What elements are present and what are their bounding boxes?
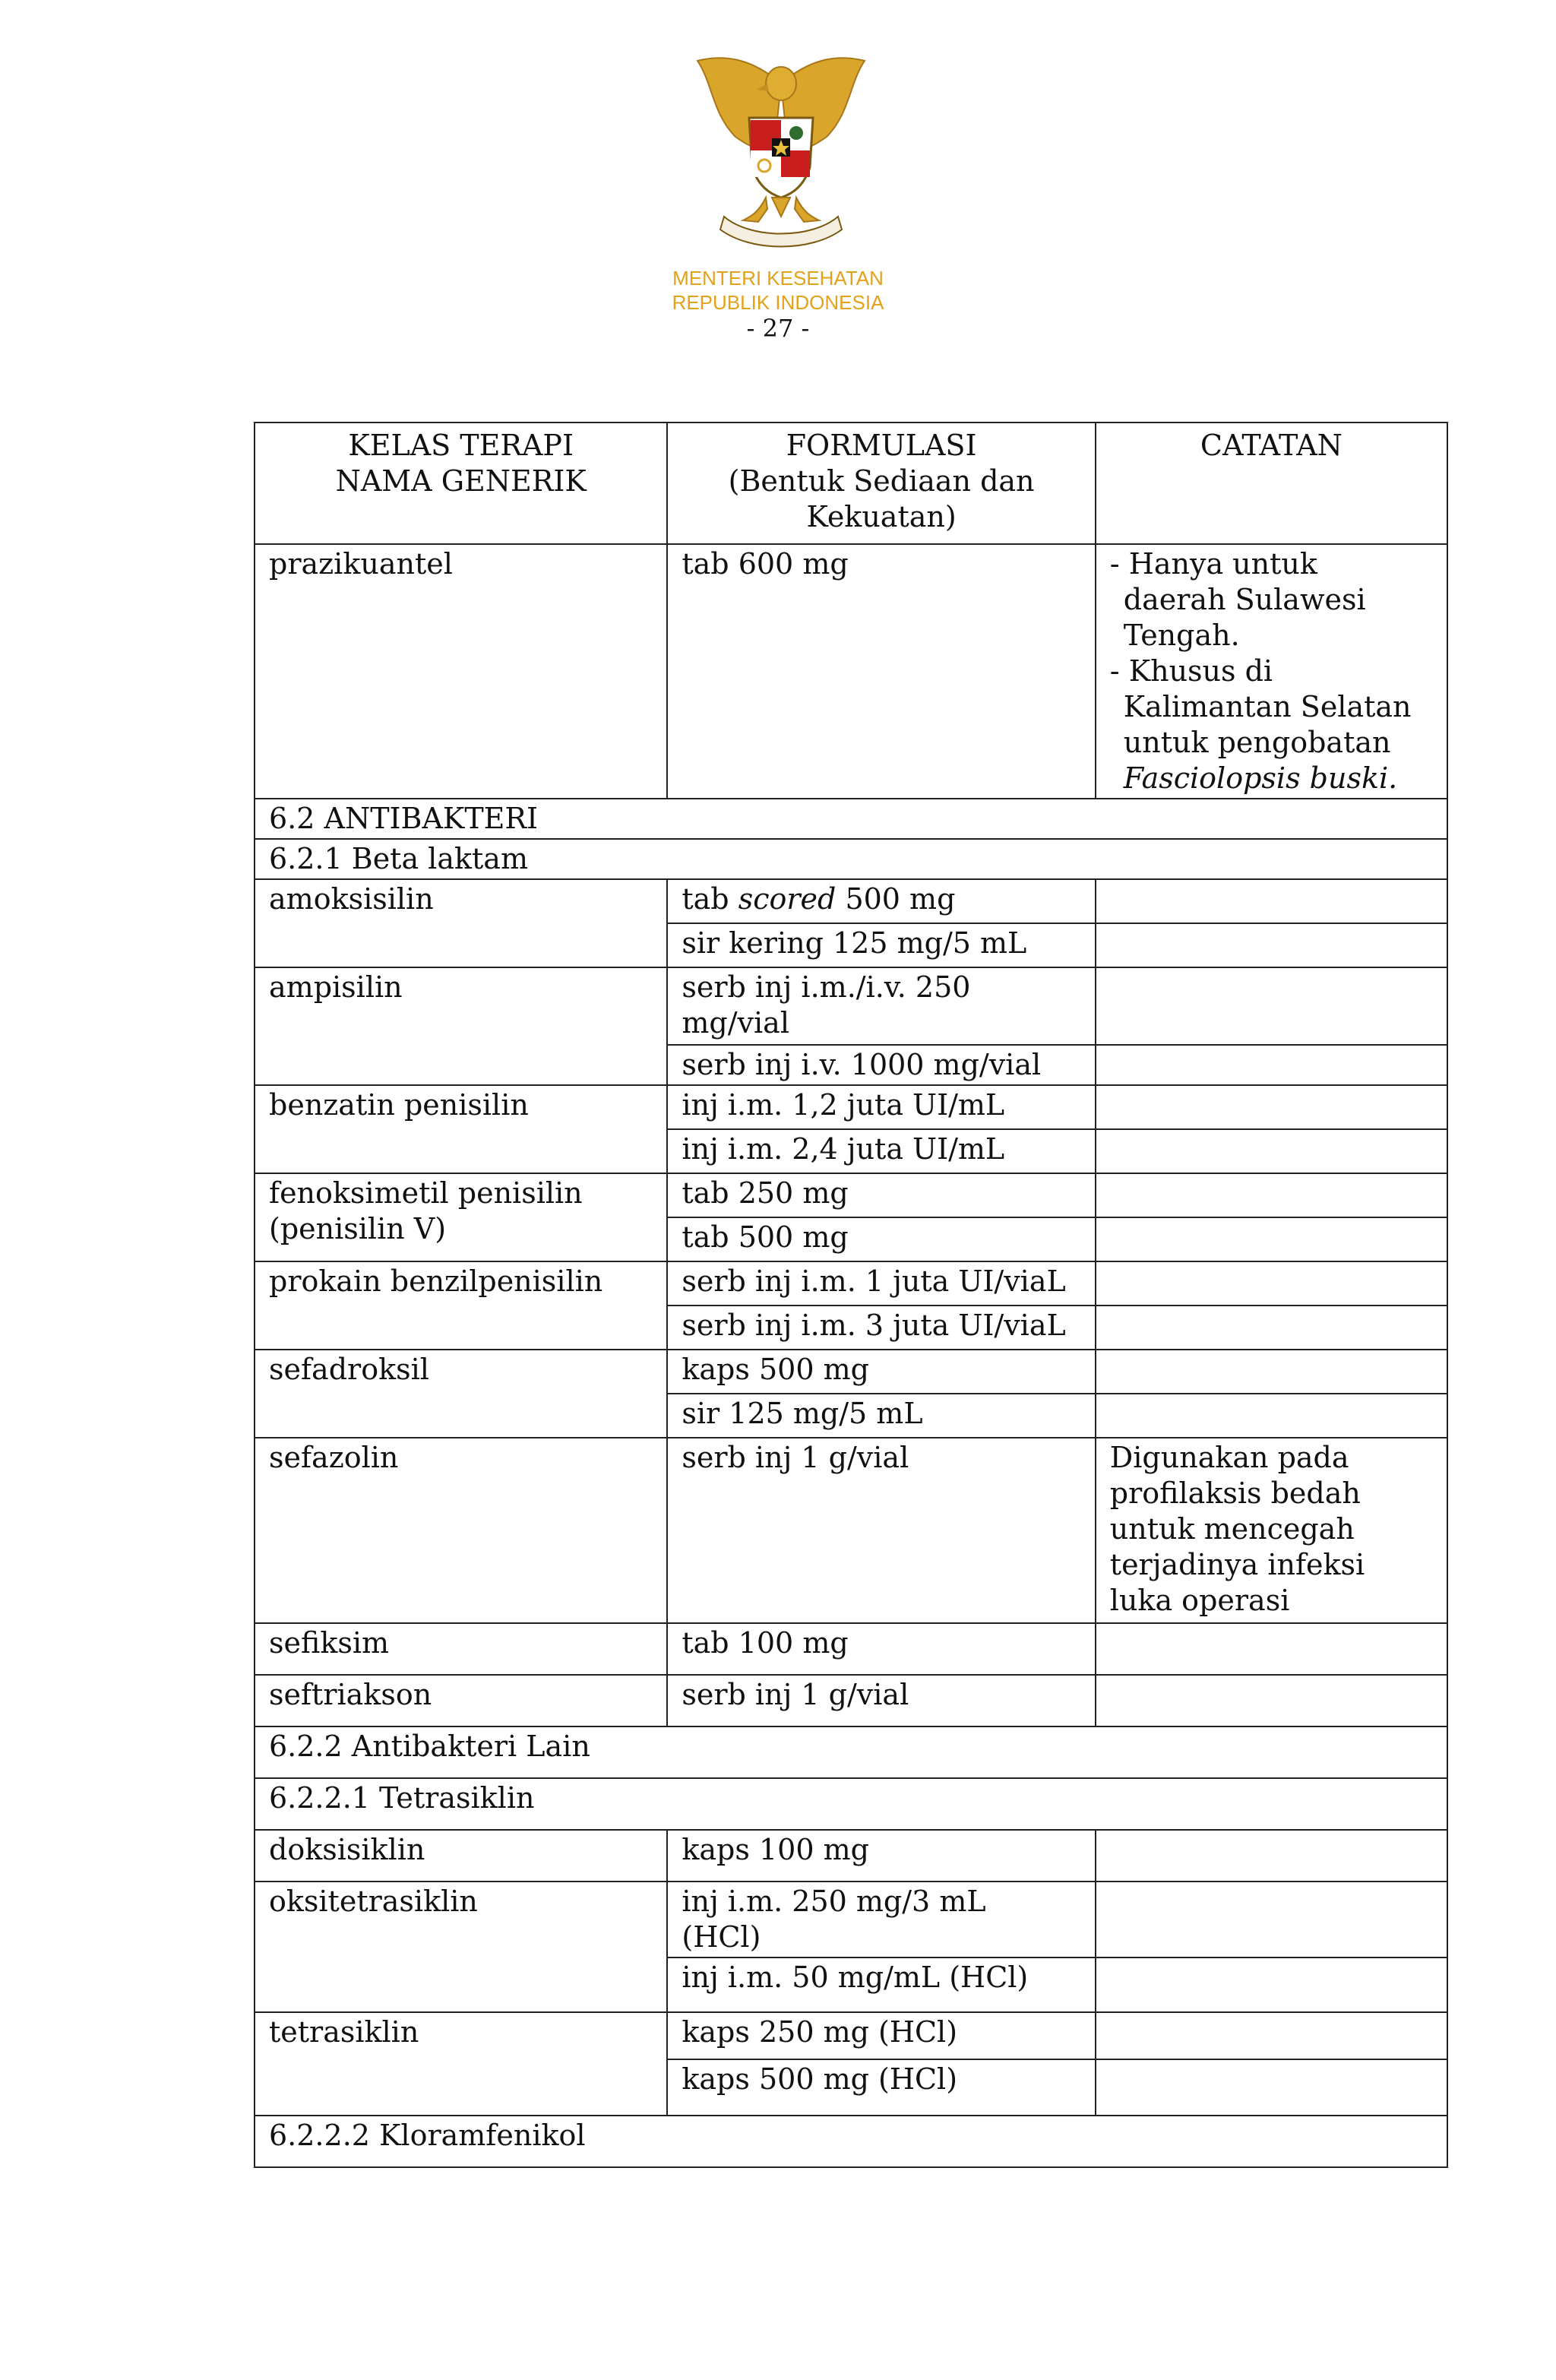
table-row (255, 1882, 1447, 1957)
note-text: luka operasi (1109, 1584, 1290, 1617)
drug-name: seftriakson (255, 1675, 667, 1726)
header-text: KELAS TERAPI (348, 429, 574, 462)
table-row (255, 1173, 1447, 1217)
drug-note (1096, 879, 1447, 923)
page-number: - 27 - (746, 314, 810, 343)
drug-note (1096, 1882, 1447, 1957)
header-text: FORMULASI (786, 429, 977, 462)
ministry-name-line2: REPUBLIK INDONESIA (672, 291, 884, 314)
table-row (255, 1623, 1447, 1675)
ministry-name-line1: MENTERI KESEHATAN (672, 267, 884, 290)
drug-formulation (667, 967, 1095, 1045)
drug-name: sefazolin (255, 1438, 667, 1623)
drug-formulation: serb inj i.m. 1 juta UI/viaL (667, 1261, 1095, 1306)
drug-name: doksisiklin (255, 1830, 667, 1882)
header-cell-class (255, 423, 667, 544)
drug-note (1096, 1957, 1447, 2012)
garuda-emblem-icon (682, 53, 880, 258)
drug-note (1096, 1045, 1447, 1085)
drug-name (255, 1173, 667, 1261)
drug-name-text: fenoksimetil penisilin (269, 1176, 583, 1210)
section-heading: 6.2.2.1 Tetrasiklin (255, 1778, 1447, 1830)
drug-name: sefiksim (255, 1623, 667, 1675)
drug-note (1096, 967, 1447, 1045)
section-row (255, 1778, 1447, 1830)
drug-formulation: sir kering 125 mg/5 mL (667, 923, 1095, 967)
drug-formulation: inj i.m. 2,4 juta UI/mL (667, 1129, 1095, 1173)
header-text: NAMA GENERIK (335, 464, 587, 498)
header-cell-formulation (667, 423, 1095, 544)
drug-note (1096, 1085, 1447, 1129)
drug-note (1096, 1261, 1447, 1306)
drug-formulation (667, 879, 1095, 923)
drug-formulation: inj i.m. 1,2 juta UI/mL (667, 1085, 1095, 1129)
section-row (255, 799, 1447, 839)
section-heading: 6.2.2.2 Kloramfenikol (255, 2116, 1447, 2167)
drug-note (1096, 1217, 1447, 1261)
note-text: untuk pengobatan (1123, 726, 1391, 759)
drug-note (1096, 1129, 1447, 1173)
note-text: - Hanya untuk (1109, 547, 1317, 581)
note-text: terjadinya infeksi (1109, 1548, 1365, 1581)
table-row (255, 1350, 1447, 1394)
drug-name: ampisilin (255, 967, 667, 1085)
header-text: (Bentuk Sediaan dan (728, 464, 1035, 498)
drug-note (1096, 1675, 1447, 1726)
table-row (255, 1261, 1447, 1306)
drug-formulation: serb inj 1 g/vial (667, 1438, 1095, 1623)
drug-name: benzatin penisilin (255, 1085, 667, 1173)
drug-name: tetrasiklin (255, 2012, 667, 2116)
drug-note (1096, 2012, 1447, 2059)
drug-note (1096, 1830, 1447, 1882)
drug-formulation: kaps 250 mg (HCl) (667, 2012, 1095, 2059)
drug-formulary-table (254, 422, 1448, 2168)
note-text: daerah Sulawesi (1123, 583, 1366, 616)
drug-formulation: tab 600 mg (667, 544, 1095, 799)
section-row (255, 1726, 1447, 1778)
drug-formulation: kaps 500 mg (HCl) (667, 2059, 1095, 2116)
drug-formulation: inj i.m. 50 mg/mL (HCl) (667, 1957, 1095, 2012)
table-row (255, 1085, 1447, 1129)
note-text: Kalimantan Selatan (1123, 690, 1412, 723)
table-row (255, 879, 1447, 923)
formulation-text: 500 mg (836, 882, 956, 916)
drug-note (1096, 1173, 1447, 1217)
drug-formulation: kaps 500 mg (667, 1350, 1095, 1394)
drug-formulation: tab 500 mg (667, 1217, 1095, 1261)
drug-formulation (667, 1882, 1095, 1957)
header-text: Kekuatan) (806, 500, 957, 533)
table-row (255, 967, 1447, 1045)
drug-name: prokain benzilpenisilin (255, 1261, 667, 1350)
section-row (255, 839, 1447, 879)
table-row (255, 544, 1447, 799)
formulation-text: tab (682, 882, 738, 916)
formulation-text: serb inj i.m./i.v. 250 (682, 970, 971, 1004)
drug-note (1096, 2059, 1447, 2116)
header-text: CATATAN (1200, 429, 1343, 462)
table-header-row (255, 423, 1447, 544)
drug-formulation: tab 100 mg (667, 1623, 1095, 1675)
formulation-text: mg/vial (682, 1006, 789, 1040)
table-row (255, 1830, 1447, 1882)
drug-formulation: kaps 100 mg (667, 1830, 1095, 1882)
drug-note (1096, 1350, 1447, 1394)
section-heading: 6.2.2 Antibakteri Lain (255, 1726, 1447, 1778)
note-text: Digunakan pada (1109, 1441, 1349, 1474)
table-row (255, 1438, 1447, 1623)
drug-note (1096, 544, 1447, 799)
formulation-text: (HCl) (682, 1920, 761, 1954)
section-heading: 6.2.1 Beta laktam (255, 839, 1447, 879)
drug-formulation: sir 125 mg/5 mL (667, 1394, 1095, 1438)
formulation-text: inj i.m. 250 mg/3 mL (682, 1885, 986, 1918)
drug-note (1096, 923, 1447, 967)
drug-note (1096, 1438, 1447, 1623)
note-text: untuk mencegah (1109, 1512, 1355, 1546)
drug-name: oksitetrasiklin (255, 1882, 667, 2012)
drug-formulation: serb inj 1 g/vial (667, 1675, 1095, 1726)
note-text: Fasciolopsis buski. (1123, 761, 1398, 795)
drug-note (1096, 1623, 1447, 1675)
drug-note (1096, 1306, 1447, 1350)
drug-name: sefadroksil (255, 1350, 667, 1438)
note-text: - Khusus di (1109, 654, 1273, 688)
formulation-text: scored (738, 882, 837, 916)
drug-note (1096, 1394, 1447, 1438)
table-row (255, 1675, 1447, 1726)
section-row (255, 2116, 1447, 2167)
drug-name: amoksisilin (255, 879, 667, 967)
header-cell-notes (1096, 423, 1447, 544)
drug-formulation: serb inj i.m. 3 juta UI/viaL (667, 1306, 1095, 1350)
note-text: profilaksis bedah (1109, 1476, 1361, 1510)
drug-name-text: (penisilin V) (269, 1212, 447, 1245)
section-heading: 6.2 ANTIBAKTERI (255, 799, 1447, 839)
drug-name: prazikuantel (255, 544, 667, 799)
drug-formulation: serb inj i.v. 1000 mg/vial (667, 1045, 1095, 1085)
table-row (255, 2012, 1447, 2059)
note-text: Tengah. (1123, 619, 1240, 652)
drug-formulation: tab 250 mg (667, 1173, 1095, 1217)
